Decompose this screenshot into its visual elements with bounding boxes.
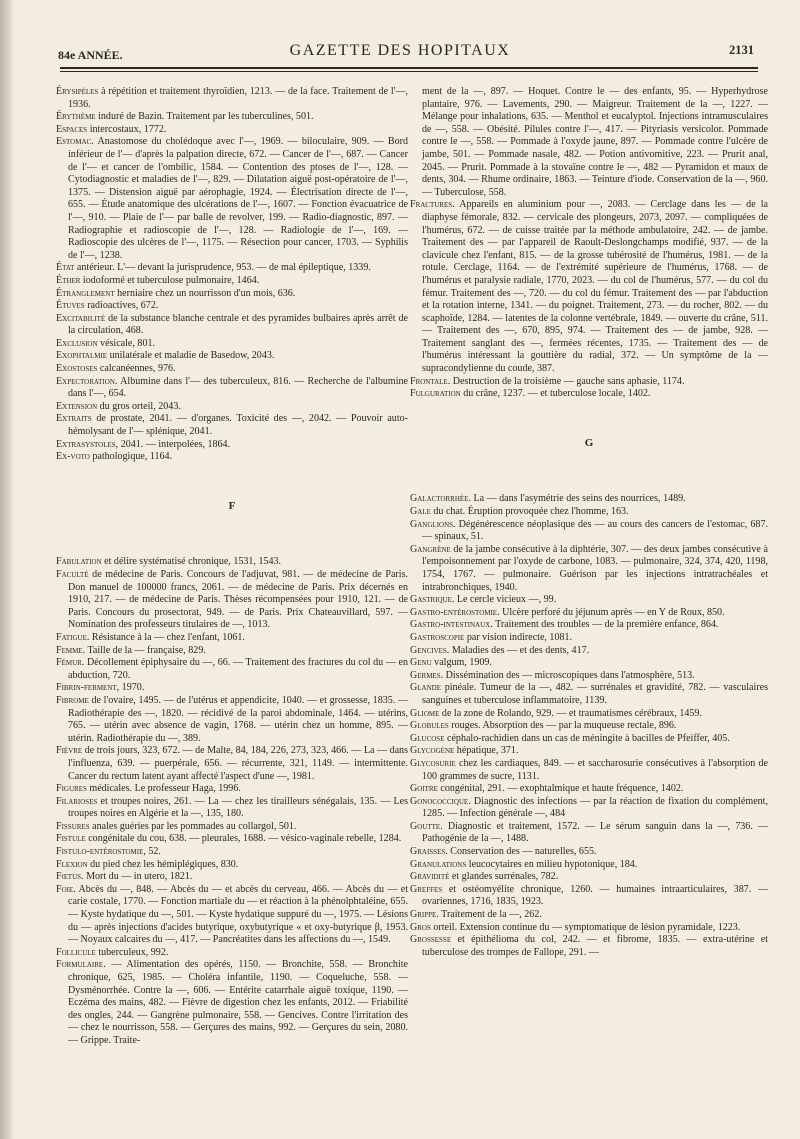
entry-text: Maladies des — et des dents, 417. xyxy=(449,644,590,656)
index-entry xyxy=(56,833,408,846)
index-entry xyxy=(56,947,408,960)
index-entry xyxy=(410,670,768,683)
entry-text: pathologique, 1164. xyxy=(89,451,173,463)
entry-headword: Fistulo-entérostomie, xyxy=(56,846,146,858)
entry-headword: Fistule xyxy=(56,833,86,845)
entry-headword: Goitre xyxy=(410,783,438,795)
index-entry xyxy=(56,859,408,872)
entry-text: et épithélioma du col, 242. — et fibrome, 1835. — extra-utérine et tuberculose des trompes de Fallope, 291. — xyxy=(422,934,768,958)
index-entry xyxy=(56,556,408,569)
entry-headword: Flexion xyxy=(56,858,88,870)
entry-text: antérieur. L'— devant la jurisprudence, 953. — de mal épileptique, 1339. xyxy=(74,262,371,274)
entry-headword: Étuves xyxy=(56,300,85,312)
entry-headword: État xyxy=(56,262,75,274)
index-entry xyxy=(56,745,408,783)
entry-headword: Glycosurie xyxy=(410,757,456,769)
entry-headword: Extraits xyxy=(56,413,92,425)
year-label: 84e ANNÉE. xyxy=(58,48,123,62)
entry-headword: Ex-voto xyxy=(56,451,90,463)
entry-headword: Extrasystoles, xyxy=(56,438,119,450)
entry-text: de trois jours, 323, 672. — de Malte, 84, 184, 226, 273, 323, 466. — La — dans l'influenza, 639. — puerpérale, 656. — récurrente, 321, 1149. — intermittente. Cancer du rectum latent ayant affecté l'aspect d'une —, 1981. xyxy=(68,745,408,782)
index-entry xyxy=(410,619,768,632)
entry-text: Abcès du —, 848. — Abcès du — et abcès du cerveau, 466. — Abcès du — et carie costale, 1770. — Fonction martiale du — et réaction à la phénolphtaléine, 655. — Kyste hydatique du —, 501. — Kyste hydatique suppuré du —, 1975. — Lésions du — après injections d'acides butyrique, oxybutyrique « et oxy-butyrique β, 1953. — Noyaux calcaires du —, 417. — Pancréatites dans les affections du —, 1549. xyxy=(68,883,408,946)
header-rule-thick xyxy=(60,67,758,69)
index-entry xyxy=(56,376,408,401)
index-entry xyxy=(410,922,768,935)
entry-headword: Fulguration xyxy=(410,388,461,400)
running-header xyxy=(0,40,800,66)
e-entries xyxy=(56,86,408,464)
index-entry xyxy=(410,86,768,199)
entry-text: Diagnostic et traitement, 1572. — Le sérum sanguin dans la —, 736. — Pathogénie de la —, 1488. xyxy=(422,820,768,845)
entry-text: intercostaux, 1772. xyxy=(87,123,167,135)
index-entry xyxy=(56,86,408,111)
index-entry xyxy=(56,695,408,745)
entry-text: de la substance blanche centrale et des pyramides bulbaires après arrêt de la circulation, 468. xyxy=(68,312,408,337)
entry-text: Décollement épiphysaire du —, 66. — Traitement des fractures du col du — en abduction, 720. xyxy=(68,657,408,681)
index-entry xyxy=(410,758,768,783)
entry-text: congénital, 291. — exophtalmique et haute fréquence, 1402. xyxy=(437,783,684,795)
entry-text: Résistance à la — chez l'enfant, 1061. xyxy=(89,631,245,643)
entry-text: 2041. — interpolées, 1864. xyxy=(118,438,231,450)
index-entry xyxy=(410,871,768,884)
entry-text: Conservation des — naturelles, 655. xyxy=(447,846,597,858)
index-entry xyxy=(56,136,408,262)
index-entry xyxy=(410,745,768,758)
entry-headword: Gliome xyxy=(410,707,440,719)
entry-text: iodoformé et tuberculose pulmonaire, 1464. xyxy=(80,274,260,286)
entry-headword: Follicule xyxy=(56,946,96,958)
f-entries xyxy=(56,556,408,1047)
entry-headword: Exclusion xyxy=(56,337,98,349)
entry-text: hépatique, 371. xyxy=(454,745,519,757)
entry-text: vésicale, 801. xyxy=(97,337,156,349)
index-entry xyxy=(56,124,408,137)
entry-headword: Gangrène xyxy=(410,543,451,555)
entry-headword: Gonococcique. xyxy=(410,795,471,807)
entry-headword: Genu xyxy=(410,657,432,669)
entry-headword: Figures xyxy=(56,783,87,795)
right-column xyxy=(410,86,768,959)
entry-text: leucocytaires en milieu hypotonique, 184. xyxy=(466,858,638,870)
entry-text: 52. xyxy=(145,846,161,858)
entry-headword: Érythème xyxy=(56,111,96,123)
entry-text: Anastomose du cholédoque avec l'—, 1969. — biloculaire, 909. — Bord inférieur de l'— d'après la palpation directe, 672. — Cancer de l'—, 687. — Cancer de l'— et cancer de l'ombilic, 1584. — Contention des ptoses de l'—, 128. — Cytodiagnostic et maladies de l'—, 829. — Dilatation aiguë post-opératoire de l'—, 1375. — Distension aiguë par aérophagie, 1924. — Électrisation directe de l'—, 655. — Étude anatomique des ulcérations de l'—, 1607. — Fonction évacuatrice de l'—, 910. — Plaie de l'— par balle de revolver, 199. — Radio-diagnostic, 897. — Radiographie et radioscopie de l'—, 128. — Radiologie de l'—, 169. — Radioscopie des ulcères de l'—, 1175. — Résection pour cancer, 1703. — Syphilis de l'—, 1238. xyxy=(68,136,408,261)
entry-text: anales guéries par les pommades au collargol, 501. xyxy=(89,820,297,832)
entry-headword: Fatigue. xyxy=(56,631,90,643)
entry-headword: Granulations xyxy=(410,858,467,870)
entry-text: Appareils en aluminium pour —, 2083. — Cerclage dans les — de la diaphyse fémorale, 832. — cervicale des plongeurs, 2073, 2097. — compliquées de l'humérus, 672. — de cuisse traitée par la méthode ambulatoire, 242. — de jambe. Traitement des — par l'appareil de Raoult-Deslongchamps modifié, 937. — de la clavicule chez l'enfant, 815. — de la grosse tubérosité de l'humérus, 1981. — de la rotule. Cerclage, 1164. — de l'extrémité supérieure de l'humérus, 1768. — de l'humérus et paralysie radiale, 1770, 2023. — du col de l'humérus, 577. — du col du fémur. Traitement des —, 720. — du col du fémur. Traitement des — par l'abduction et la rotation interne, 1341. — du poignet. Traitement, 273. — du rocher, 802. — du scaphoïde, 1284. — latentes de la colonne vertébrale, 1849. — ouverte du crâne, 511. — Traitement des —, 670, 895, 974. — Traitement des — de jambe, 928. — Traitement sanglant des —, fermées récentes, 1735. — Traitement des — de l'humérus intéressant la gouttière du radial, 372. — Un symptôme de la — supracondylienne du coude, 387. xyxy=(422,199,768,375)
index-entry xyxy=(56,313,408,338)
entry-text: Mort du — in utero, 1821. xyxy=(83,871,193,883)
entry-text: céphalo-rachidien dans un cas de méningite à bacilles de Pfeiffer, 405. xyxy=(444,732,730,744)
entry-text: du pied chez les hémiplégiques, 830. xyxy=(87,858,239,870)
entry-headword: Gravidité xyxy=(410,871,450,883)
index-entry xyxy=(410,720,768,733)
section-letter-g: G xyxy=(584,436,594,449)
entry-headword: Grippe. xyxy=(410,909,439,921)
index-entry xyxy=(56,796,408,821)
index-entry xyxy=(410,783,768,796)
journal-title: GAZETTE DES HOPITAUX xyxy=(289,42,511,59)
entry-text: 1970. xyxy=(119,682,145,694)
entry-text: Le cercle vicieux —, 99. xyxy=(454,594,557,606)
entry-headword: Éther xyxy=(56,274,81,286)
entry-headword: Foie. xyxy=(56,883,76,895)
entry-text: Ulcère perforé du jéjunum après — en Y de Roux, 850. xyxy=(499,606,725,618)
entry-text: calcanéennes, 976. xyxy=(97,363,176,375)
entry-text: Diagnostic des infections — par la réaction de fixation du complément, 1285. — Infection générale —, 484 xyxy=(422,795,768,820)
index-entry xyxy=(56,439,408,452)
entry-headword: Extension xyxy=(56,400,98,412)
index-entry xyxy=(410,682,768,707)
entry-text: et glandes surrénales, 782. xyxy=(449,871,559,883)
index-entry xyxy=(410,796,768,821)
index-entry xyxy=(410,376,768,389)
entry-headword: Gastroscopie xyxy=(410,631,465,643)
index-entry xyxy=(410,909,768,922)
index-entry xyxy=(56,846,408,859)
entry-text: Traitement des troubles — de la première enfance, 864. xyxy=(492,619,719,631)
entry-text: herniaire chez un nourrisson d'un mois, 636. xyxy=(114,287,296,299)
entry-text: du chat. Éruption provoquée chez l'homme, 163. xyxy=(430,506,629,518)
entry-headword: Glucose xyxy=(410,732,445,744)
entry-headword: Glycogène xyxy=(410,745,455,757)
entry-text: médicales. Le professeur Haga, 1996. xyxy=(86,783,241,795)
index-entry xyxy=(410,493,768,506)
entry-headword: Graisses. xyxy=(410,846,448,858)
entry-text: orteil. Extension continue du — symptomatique de lésion pyramidale, 1223. xyxy=(430,921,741,933)
entry-headword: Gastro-entérostomie. xyxy=(410,606,500,618)
entry-text: et ostéomyélite chronique, 1260. — humaines intraarticulaires, 387. — ovariennes, 1716, 1835, 1923. xyxy=(422,883,768,908)
entry-text: de la jambe consécutive à la diphtérie, 307. — des deux jambes consécutive à l'empoisonnement par l'oxyde de carbone, 1083. — pulmonaire, 324, 374, 420, 1198, 1754, 1767. — pulmonaire. Guérison par les injections intratrachéales et intrabronchiques, 1940. xyxy=(422,543,768,593)
index-entry xyxy=(56,338,408,351)
index-entry xyxy=(56,288,408,301)
entry-headword: Expectoration. xyxy=(56,375,118,387)
entry-headword: Gros xyxy=(410,921,431,933)
entry-text: et troupes noires, 261. — La — chez les tirailleurs sénégalais, 135. — Les troupes noires en Algérie et la —, 135, 180. xyxy=(68,795,408,820)
entry-text: chez les cardiaques, 849. — et saccharosurie consécutives à l'absorption de 100 grammes de sucre, 1131. xyxy=(422,757,768,782)
entry-headword: Exostoses xyxy=(56,363,98,375)
entry-headword: Espaces xyxy=(56,123,88,135)
g-entries xyxy=(410,493,768,959)
entry-headword: Exophtalmie xyxy=(56,350,108,362)
entry-text: radioactives, 672. xyxy=(84,300,159,312)
entry-headword: Faculté xyxy=(56,569,89,580)
section-letter-f: F xyxy=(228,499,236,512)
entry-headword: Érysipèles xyxy=(56,86,99,97)
entry-headword: Fièvre xyxy=(56,745,83,757)
entry-text: valgum, 1909. xyxy=(431,657,492,669)
entry-text: du gros orteil, 2043. xyxy=(97,400,181,412)
left-column xyxy=(56,86,408,1048)
book-spine-shadow xyxy=(0,0,14,1139)
index-entry xyxy=(410,645,768,658)
index-entry xyxy=(410,657,768,670)
entry-headword: Filarioses xyxy=(56,795,98,807)
entry-headword: Gencives. xyxy=(410,644,450,656)
entry-text: et délire systématisé chronique, 1531, 1543. xyxy=(101,556,282,568)
entry-headword: Glande xyxy=(410,682,441,694)
index-entry xyxy=(56,959,408,1047)
entry-headword: Étranglement xyxy=(56,287,115,299)
entry-headword: Excitabilité xyxy=(56,312,106,324)
index-entry xyxy=(410,846,768,859)
index-entry xyxy=(56,569,408,632)
entry-headword: Germes. xyxy=(410,669,444,681)
index-entry xyxy=(56,657,408,682)
entry-headword: Gastrique. xyxy=(410,594,455,606)
index-entry xyxy=(410,632,768,645)
entry-text: unilatérale et maladie de Basedow, 2043. xyxy=(107,350,275,362)
index-entry xyxy=(410,506,768,519)
entry-text: de la zone de Rolando, 929. — et traumatismes cérébraux, 1459. xyxy=(439,707,702,719)
entry-headword: Fractures. xyxy=(410,199,455,211)
index-entry xyxy=(56,682,408,695)
entry-text: congénitale du cou, 638. — pleurales, 1688. — vésico-vaginale rebelle, 1284. xyxy=(85,833,402,845)
index-entry xyxy=(56,871,408,884)
entry-headword: Estomac. xyxy=(56,136,94,148)
entry-headword: Goutte. xyxy=(410,820,443,832)
page-number: 2131 xyxy=(729,43,754,57)
entry-headword: Gale xyxy=(410,506,431,518)
entry-text: — Alimentation des opérés, 1150. — Bronchite, 558. — Bronchite chronique, 625, 1985. — Choléra infantile, 1190. — Coqueluche, 558. — Dysménorrhée. Contre la —, 606. — Entérite catarrhale aiguë toxique, 1190. — Eczéma des mains, 482. — Fièvre de digestion chez les enfants, 2012. — Friabilité des ongles, 244. — Gangrène pulmonaire, 558. — Gencives. Contre l'irritation des — chez le nourrisson, 558. — Gerçures des mains, 992. — Gerçures du sein, 2080. — Grippe. Traite- xyxy=(68,959,408,1046)
index-entry xyxy=(56,632,408,645)
index-entry xyxy=(410,708,768,721)
index-entry xyxy=(410,594,768,607)
index-entry xyxy=(410,607,768,620)
index-entry xyxy=(410,199,768,375)
entry-text: de médecine de Paris. Concours de l'adjuvat, 981. — de médecine de Paris. Don manuel de 100000 francs, 2061. — de médecine de Paris. Prix décernés en 1910, 217. — de médecine de Paris. Thèses récompensées pour 1910, 121. — de Paris. Concours du prosectorat, 949. — de Paris. Prix Chateauvillard, 597. — Nomination des professeurs titulaires de —, 1013. xyxy=(68,569,408,631)
index-entry xyxy=(410,519,768,544)
entry-text: du crâne, 1237. — et tuberculose locale, 1402. xyxy=(460,388,651,400)
entry-text: pinéale. Tumeur de la —, 482. — surrénales et gravidité, 782. — vasculaires sanguines et tuberculose inflammatoire, 1139. xyxy=(422,682,768,706)
index-entry xyxy=(56,413,408,438)
entry-headword: Fœtus. xyxy=(56,871,84,883)
index-entry xyxy=(56,111,408,124)
entry-headword: Fissures xyxy=(56,820,90,832)
entry-text: tuberculeux, 992. xyxy=(95,946,169,958)
index-entry xyxy=(410,388,768,401)
entry-text: à répétition et traitement thyroïdien, 1213. — de la face. Traitement de l'—, 1936. xyxy=(68,86,408,110)
index-entry xyxy=(56,401,408,414)
index-entry xyxy=(410,544,768,594)
entry-text: de prostate, 2041. — d'organes. Toxicité des —, 2042. — Pouvoir auto-hémolysant de l'— splénique, 2041. xyxy=(68,413,408,438)
entry-headword: Fémur. xyxy=(56,657,85,669)
entry-text: Albumine dans l'— des tuberculeux, 816. — Recherche de l'albumine dans l'—, 654. xyxy=(68,375,408,400)
index-entry xyxy=(410,733,768,746)
entry-headword: Galactorrhée. xyxy=(410,493,471,505)
header-rule-thin xyxy=(60,71,758,72)
index-entry xyxy=(56,350,408,363)
index-entry xyxy=(410,821,768,846)
index-entry xyxy=(56,451,408,464)
entry-headword: Frontale. xyxy=(410,375,451,387)
index-entry xyxy=(56,645,408,658)
entry-text: de l'ovaire, 1495. — de l'utérus et appendicite, 1040. — et grossesse, 1835. — Radiothérapie des —, 1820. — récidivé de la paroi abdominale, 1464. — utérins, 765. — utérin avec absence de vagin, 1768. — utérin chez un homme, 895. — utérin. Radiothérapie du —, 389. xyxy=(68,694,408,744)
index-entry xyxy=(56,884,408,947)
index-entry xyxy=(410,859,768,872)
entry-headword: Greffes xyxy=(410,883,443,895)
entry-headword: Fibrome xyxy=(56,694,89,706)
index-entry xyxy=(56,783,408,796)
entry-text: Traitement de la —, 262. xyxy=(438,909,542,921)
entry-headword: Femme. xyxy=(56,644,86,656)
entry-text: par vision indirecte, 1081. xyxy=(464,631,573,643)
entry-headword: Fibrin-ferment, xyxy=(56,682,120,694)
entry-headword: Globules xyxy=(410,720,449,732)
entry-headword: Ganglions. xyxy=(410,518,456,530)
entry-headword: Fabulation xyxy=(56,556,102,568)
index-entry xyxy=(410,884,768,909)
index-entry xyxy=(56,300,408,313)
index-entry xyxy=(56,363,408,376)
entry-headword: Grossesse xyxy=(410,934,452,946)
entry-text: La — dans l'asymétrie des seins des nourrices, 1489. xyxy=(470,493,686,505)
entry-text: Destruction de la troisième — gauche sans aphasie, 1174. xyxy=(450,375,685,387)
index-entry xyxy=(56,821,408,834)
f-entries-continued xyxy=(410,86,768,401)
entry-text: Dissémination des — microscopiques dans l'atmosphère, 513. xyxy=(443,669,695,681)
entry-headword: Gastro-intestinaux. xyxy=(410,619,493,631)
entry-text: ment de la —, 897. — Hoquet. Contre le — des enfants, 95. — Hyperhydrose plantaire, 976. — Lavements, 290. — Maigreur. Traitement de la —, 1227. — Mélange pour inhalations, 635. — Menthol et eucalyptol. Injections intramusculaires de —, 558. — Obésité. Pilules contre l'—, 417. — Pityriasis versicolor. Pommade contre le —, 558. — Pommade à l'oxyde jaune, 897. — Pommade contre l'ulcère de jambe, 501. — Pommade nasale, 482. — Potion antivomitive, 223. — Prurit anal, 2045. — Prurit. Pommade à la stovaïne contre le —, 482 — Pyramidon et maux de dents, 304. — Rhume ordinaire, 1863. — Teinture d'iode. Conservation de la —, 960. — Tuberculose, 558. xyxy=(422,86,768,198)
entry-text: rouges. Absorption des — par la muqueuse rectale, 896. xyxy=(448,720,677,732)
entry-headword: Formulaire. xyxy=(56,959,106,971)
index-entry xyxy=(56,275,408,288)
entry-text: Taille de la — française, 829. xyxy=(85,644,206,656)
index-entry xyxy=(56,262,408,275)
entry-text: induré de Bazin. Traitement par les tuberculines, 501. xyxy=(95,111,314,123)
entry-text: Dégénérescence néoplasique des — au cours des cancers de l'estomac, 687. — spinaux, 51. xyxy=(422,518,768,543)
index-entry xyxy=(410,934,768,959)
